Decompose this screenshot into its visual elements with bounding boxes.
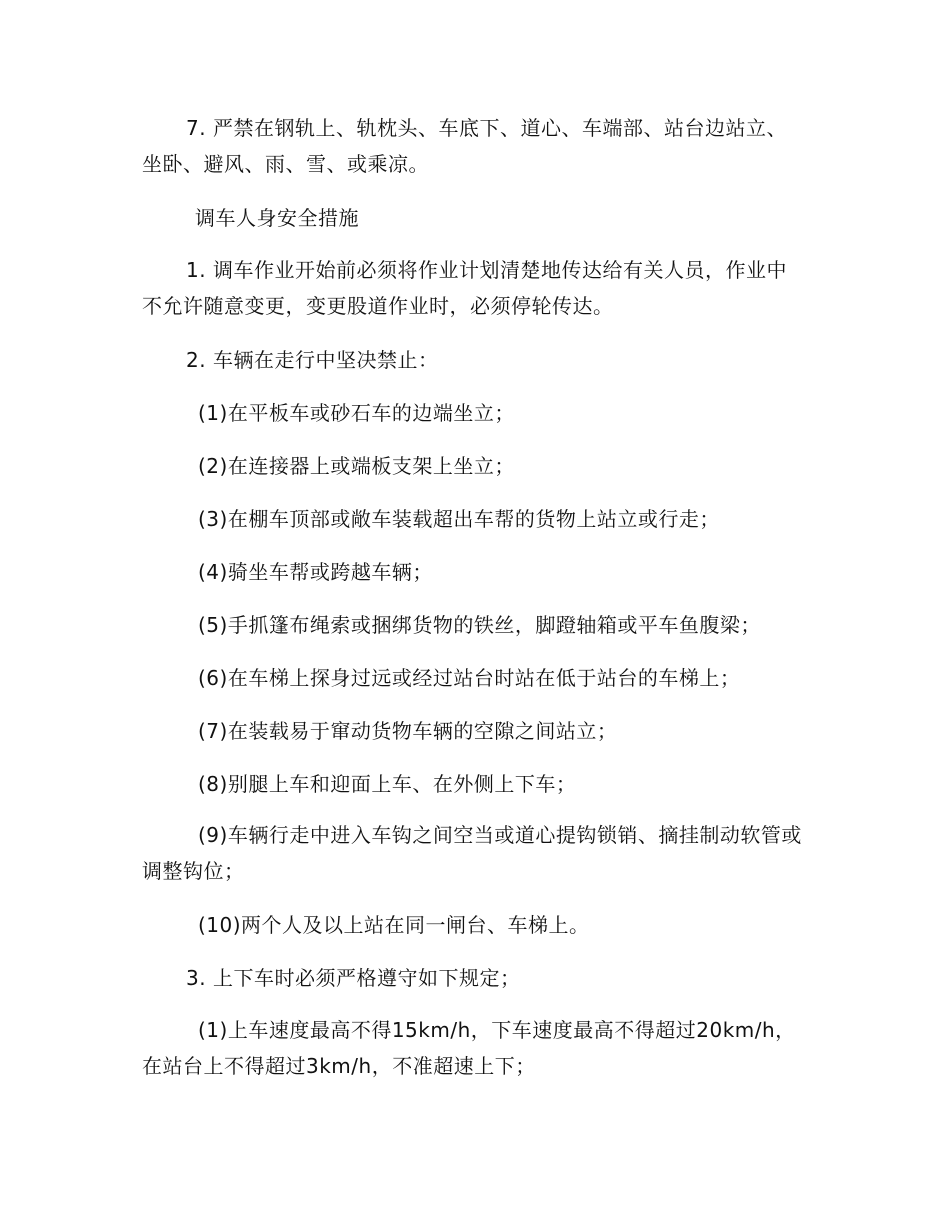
paragraph-2: 2. 车辆在走行中坚决禁止： — [186, 348, 439, 372]
sub-item-7: (7)在装载易于窜动货物车辆的空隙之间站立； — [198, 719, 618, 743]
sub-item-6: (6)在车梯上探身过远或经过站台时站在低于站台的车梯上； — [198, 666, 741, 690]
sub-item-5: (5)手抓篷布绳索或捆绑货物的铁丝，脚蹬轴箱或平车鱼腹梁； — [198, 613, 761, 637]
sub-item-9: (9)车辆行走中进入车钩之间空当或道心提钩锁销、摘挂制动软管或调整钩位； — [142, 823, 802, 883]
paragraph-1: 1. 调车作业开始前必须将作业计划清楚地传达给有关人员，作业中不允许随意变更，变更股道作业时，必须停轮传达。 — [142, 258, 787, 318]
sub-item-10: (10)两个人及以上站在同一闸台、车梯上。 — [198, 913, 590, 937]
sub-item-4: (4)骑坐车帮或跨越车辆； — [198, 560, 433, 584]
sub-item-3: (3)在棚车顶部或敞车装载超出车帮的货物上站立或行走； — [198, 507, 720, 531]
section-heading: 调车人身安全措施 — [195, 206, 359, 230]
sub-item-8: (8)别腿上车和迎面上车、在外侧上下车； — [198, 772, 577, 796]
paragraph-3-sub-item-1: (1)上车速度最高不得15km/h，下车速度最高不得超过20km/h，在站台上不得超过3km/h，不准超速上下； — [142, 1018, 796, 1078]
paragraph-7: 7. 严禁在钢轨上、轨枕头、车底下、道心、车端部、站台边站立、坐卧、避风、雨、雪、或乘凉。 — [142, 116, 787, 176]
paragraph-3: 3. 上下车时必须严格遵守如下规定； — [186, 966, 521, 990]
sub-item-2: (2)在连接器上或端板支架上坐立； — [198, 454, 515, 478]
sub-item-1: (1)在平板车或砂石车的边端坐立； — [198, 401, 515, 425]
